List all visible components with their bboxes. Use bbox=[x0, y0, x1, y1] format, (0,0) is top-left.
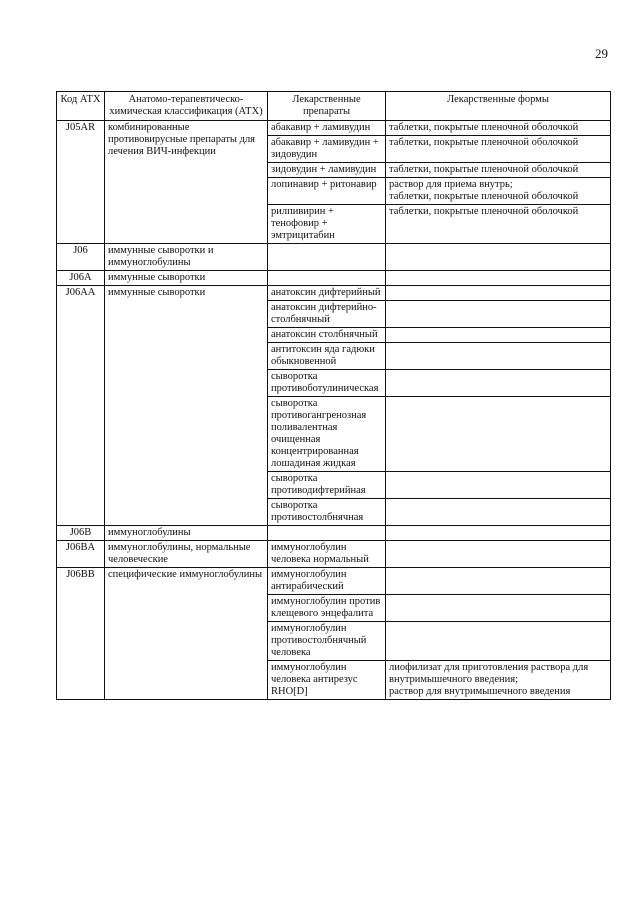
dosage-form-line: раствор для приема внутрь; bbox=[389, 179, 513, 190]
atx-code: J06 bbox=[57, 244, 105, 271]
dosage-forms bbox=[386, 370, 611, 397]
drug-name: лопинавир + ритонавир bbox=[268, 178, 386, 205]
drug-name: анатоксин столбнячный bbox=[268, 328, 386, 343]
drug-name bbox=[268, 526, 386, 541]
drug-name: иммуноглобулин против клещевого энцефалита bbox=[268, 595, 386, 622]
drug-name: анатоксин дифтерийно-столбнячный bbox=[268, 301, 386, 328]
table-row bbox=[57, 541, 611, 568]
atx-code: J05AR bbox=[57, 121, 105, 244]
dosage-forms bbox=[386, 271, 611, 286]
dosage-form-line: таблетки, покрытые пленочной оболочкой bbox=[389, 206, 579, 217]
dosage-form-line: таблетки, покрытые пленочной оболочкой bbox=[389, 122, 579, 133]
atx-classification: комбинированные противовирусные препараты для лечения ВИЧ-инфекции bbox=[105, 121, 268, 244]
header-classification: Анатомо-терапевтическо-химическая классификация (АТХ) bbox=[105, 92, 268, 121]
dosage-forms bbox=[386, 343, 611, 370]
header-drugs: Лекарственные препараты bbox=[268, 92, 386, 121]
table-row bbox=[57, 244, 611, 271]
dosage-form-line: раствор для внутримышечного введения bbox=[389, 686, 571, 697]
atx-classification: иммунные сыворотки bbox=[105, 271, 268, 286]
drug-name: иммуноглобулин человека антирезус RHO[D] bbox=[268, 661, 386, 700]
drug-name: иммуноглобулин человека нормальный bbox=[268, 541, 386, 568]
drug-name: анатоксин дифтерийный bbox=[268, 286, 386, 301]
table-row bbox=[57, 568, 611, 595]
table-row bbox=[57, 286, 611, 301]
atx-code: J06BB bbox=[57, 568, 105, 700]
dosage-form-line: таблетки, покрытые пленочной оболочкой bbox=[389, 137, 579, 148]
drug-name: антитоксин яда гадюки обыкновенной bbox=[268, 343, 386, 370]
drug-name: абакавир + ламивудин bbox=[268, 121, 386, 136]
dosage-forms bbox=[386, 205, 611, 244]
dosage-forms bbox=[386, 163, 611, 178]
atx-table bbox=[56, 91, 611, 700]
drug-name: сыворотка противогангренозная поливалентная очищенная концентрированная лошадиная жидкая bbox=[268, 397, 386, 472]
dosage-form-line: лиофилизат для приготовления раствора для внутримышечного введения; bbox=[389, 662, 589, 685]
drug-name: сыворотка противоботулиническая bbox=[268, 370, 386, 397]
dosage-forms bbox=[386, 244, 611, 271]
drug-name: зидовудин + ламивудин bbox=[268, 163, 386, 178]
table-row bbox=[57, 121, 611, 136]
dosage-forms bbox=[386, 661, 611, 700]
dosage-forms bbox=[386, 397, 611, 472]
dosage-forms bbox=[386, 301, 611, 328]
drug-name bbox=[268, 244, 386, 271]
dosage-forms bbox=[386, 121, 611, 136]
drug-name: сыворотка противодифтерийная bbox=[268, 472, 386, 499]
table-body bbox=[57, 121, 611, 700]
dosage-forms bbox=[386, 499, 611, 526]
header-forms: Лекарственные формы bbox=[386, 92, 611, 121]
dosage-forms bbox=[386, 541, 611, 568]
dosage-forms bbox=[386, 178, 611, 205]
atx-code: J06A bbox=[57, 271, 105, 286]
dosage-forms bbox=[386, 328, 611, 343]
dosage-forms bbox=[386, 595, 611, 622]
atx-classification: специфические иммуноглобулины bbox=[105, 568, 268, 700]
table-row bbox=[57, 271, 611, 286]
dosage-forms bbox=[386, 568, 611, 595]
atx-code: J06BA bbox=[57, 541, 105, 568]
atx-code: J06B bbox=[57, 526, 105, 541]
dosage-forms bbox=[386, 286, 611, 301]
atx-classification: иммунные сыворотки bbox=[105, 286, 268, 526]
drug-name: рилпивирин + тенофовир + эмтрицитабин bbox=[268, 205, 386, 244]
table-header-row bbox=[57, 92, 611, 121]
dosage-forms bbox=[386, 622, 611, 661]
atx-classification: иммуноглобулины bbox=[105, 526, 268, 541]
dosage-form-line: таблетки, покрытые пленочной оболочкой bbox=[389, 164, 579, 175]
drug-name: сыворотка противостолбнячная bbox=[268, 499, 386, 526]
dosage-forms bbox=[386, 472, 611, 499]
dosage-forms bbox=[386, 526, 611, 541]
drug-name: иммуноглобулин антирабический bbox=[268, 568, 386, 595]
atx-code: J06AA bbox=[57, 286, 105, 526]
drug-name: абакавир + ламивудин + зидовудин bbox=[268, 136, 386, 163]
drug-name: иммуноглобулин противостолбнячный человека bbox=[268, 622, 386, 661]
atx-classification: иммунные сыворотки и иммуноглобулины bbox=[105, 244, 268, 271]
header-code: Код АТХ bbox=[57, 92, 105, 121]
dosage-form-line: таблетки, покрытые пленочной оболочкой bbox=[389, 191, 579, 202]
atx-classification: иммуноглобулины, нормальные человеческие bbox=[105, 541, 268, 568]
dosage-forms bbox=[386, 136, 611, 163]
page-number: 29 bbox=[595, 46, 608, 61]
table-row bbox=[57, 526, 611, 541]
drug-name bbox=[268, 271, 386, 286]
